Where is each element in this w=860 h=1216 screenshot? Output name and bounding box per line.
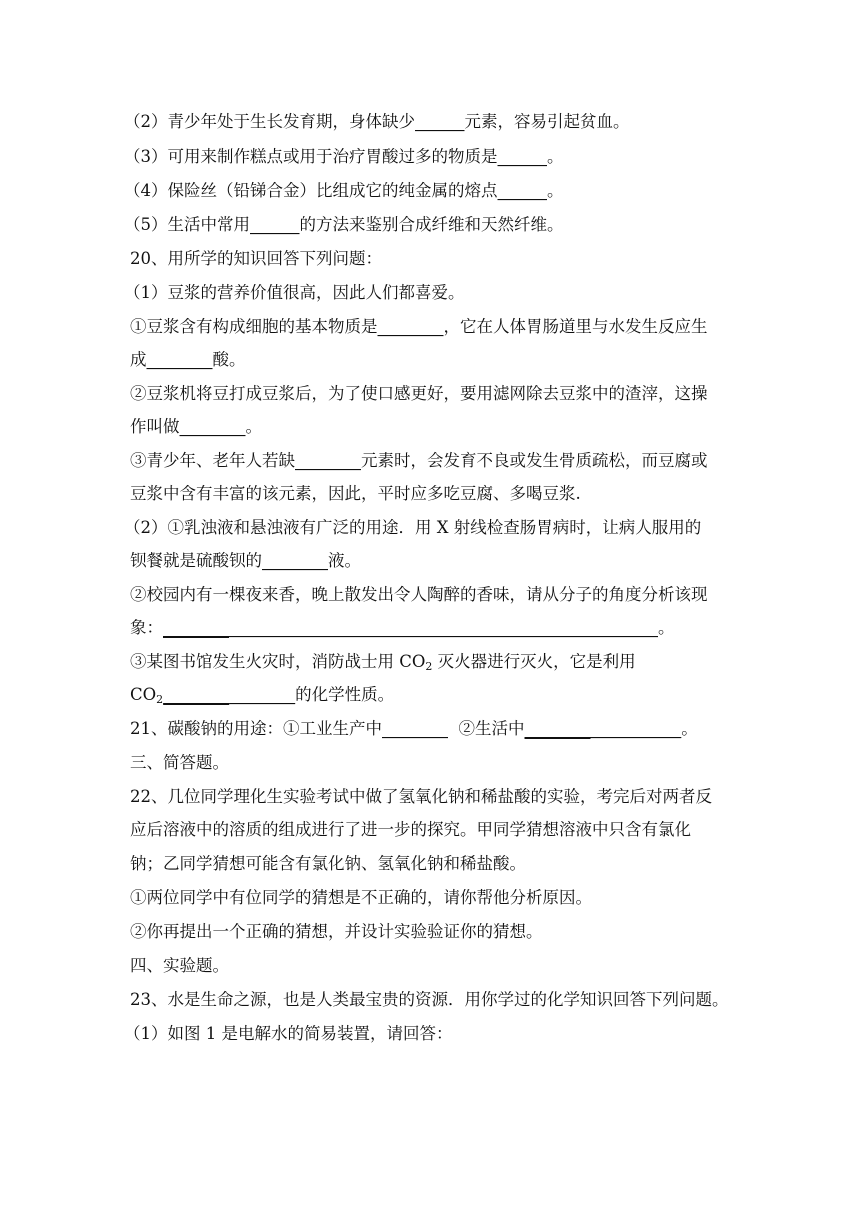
q20-sub-t3-line2: $CO_2\_\_\_\_\_\_\_\_\_\_\_\_\_\_\_\_$的化学性质。 — [130, 685, 395, 706]
q20-part2-line2: 钡餐就是硫酸钡的________液。 — [130, 551, 361, 570]
q19-part5: （5）生活中常用______的方法来鉴别合成纤维和天然纤维。 — [124, 215, 564, 234]
q19-part3: （3）可用来制作糕点或用于治疗胃酸过多的物质是______。 — [124, 147, 564, 166]
q20-sub3-line2: 豆浆中含有丰富的该元素，因此，平时应多吃豆腐、多喝豆浆. — [130, 484, 581, 503]
q20-sub-t2-line1: ②校园内有一棵夜来香，晚上散发出令人陶醉的香味，请从分子的角度分析该现 — [130, 585, 708, 604]
q22-line2: 应后溶液中的溶质的组成进行了进一步的探究。甲同学猜想溶液中只含有氯化 — [130, 820, 691, 839]
q22-line5: ②你再提出一个正确的猜想，并设计实验验证你的猜想。 — [130, 922, 543, 941]
q20-sub-t2-line2: 象：____________________________________________________________。 — [130, 618, 675, 637]
q22-line1: 22、几位同学理化生实验考试中做了氢氧化钠和稀盐酸的实验，考完后对两者反 — [130, 787, 712, 806]
q20-sub2-line1: ②豆浆机将豆打成豆浆后，为了使口感更好，要用滤网除去豆浆中的渣滓，这操 — [130, 384, 708, 403]
q20-title: 20、用所学的知识回答下列问题： — [130, 249, 382, 268]
q23-line2: （1）如图 1 是电解水的简易装置，请回答： — [124, 1024, 453, 1043]
q20-sub1-line2: 成________酸。 — [130, 350, 246, 369]
q22-line3: 钠；乙同学猜想可能含有氯化钠、氢氧化钠和稀盐酸。 — [130, 854, 526, 873]
q20-sub-t3-line1: ③某图书馆发生火灾时，消防战士用 $CO_2$ 灭火器进行灭火，它是利用 — [130, 652, 636, 673]
q20-part1: （1）豆浆的营养价值很高，因此人们都喜爱。 — [124, 283, 465, 302]
q23-line1: 23、水是生命之源，也是人类最宝贵的资源．用你学过的化学知识回答下列问题。 — [130, 990, 729, 1009]
q20-part2-line1: （2）①乳浊液和悬浊液有广泛的用途．用 X 射线检查肠胃病时，让病人服用的 — [124, 518, 702, 537]
q20-sub1-line1: ①豆浆含有构成细胞的基本物质是________，它在人体胃肠道里与水发生反应生 — [130, 317, 708, 336]
section-4-heading: 四、实验题。 — [130, 956, 229, 975]
q20-sub2-line2: 作叫做________。 — [130, 417, 262, 436]
q21-line: 21、碳酸钠的用途：①工业生产中________ ②生活中___________________。 — [130, 719, 698, 738]
section-3-heading: 三、简答题。 — [130, 753, 229, 772]
q22-line4: ①两位同学中有位同学的猜想是不正确的，请你帮他分析原因。 — [130, 888, 592, 907]
q20-sub3-line1: ③青少年、老年人若缺________元素时，会发育不良或发生骨质疏松，而豆腐或 — [130, 451, 708, 470]
q19-part4: （4）保险丝（铅锑合金）比组成它的纯金属的熔点______。 — [124, 181, 564, 200]
q19-part2: （2）青少年处于生长发育期，身体缺少______元素，容易引起贫血。 — [124, 112, 630, 131]
